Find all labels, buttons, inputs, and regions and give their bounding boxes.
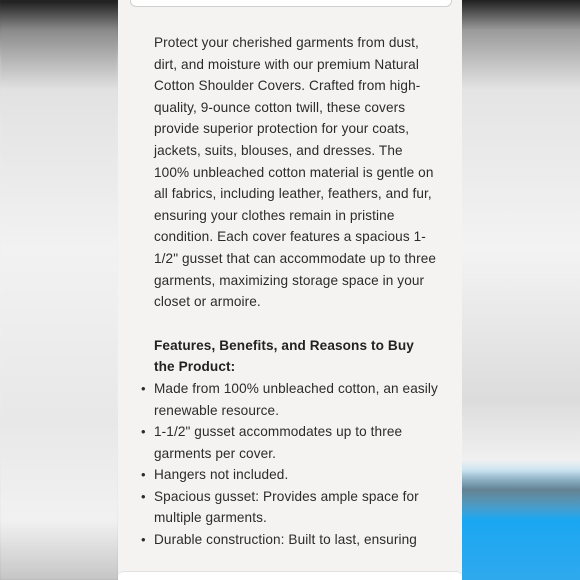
- feature-text: Durable construction: Built to last, ensuring: [154, 532, 417, 548]
- description-content: [141, 32, 438, 551]
- product-description-panel[interactable]: [118, 0, 462, 580]
- feature-text: Made from 100% unbleached cotton, an easily renewable resource.: [154, 380, 438, 418]
- feature-list: [141, 378, 438, 551]
- background-shadow-right: [462, 470, 580, 520]
- feature-item: [141, 378, 438, 421]
- bullet-icon: •: [141, 467, 146, 483]
- feature-text: Hangers not included.: [154, 467, 289, 483]
- bullet-icon: •: [141, 380, 146, 396]
- bullet-icon: •: [141, 488, 146, 504]
- bullet-icon: •: [141, 532, 146, 548]
- bottom-sheet-edge: [118, 571, 462, 580]
- features-heading: Features, Benefits, and Reasons to Buy the Product:: [154, 337, 414, 375]
- feature-item: [141, 529, 438, 551]
- background-shadow-left: [0, 520, 118, 580]
- blurred-background-left: [0, 0, 118, 580]
- feature-item: [141, 486, 438, 529]
- feature-text: 1-1/2" gusset accommodates up to three garments per cover.: [154, 424, 403, 461]
- feature-item: [141, 421, 438, 464]
- description-paragraph: Protect your cherished garments from dust, dirt, and moisture with our premium Natural Cotton Shoulder Covers. Crafted from high-quality, 9-ounce cotton twill, these covers provide superior protection for your coats, jackets, suits, blouses, and dresses. The 100% unbleached cotton material is gentle on all fabrics, including leather, feathers, and fur, ensuring your clothes remain in pristine condition. Each cover features a spacious 1-1/2" gusset that can accommodate up to three garments, maximizing storage space in your closet or armoire.: [154, 35, 437, 310]
- bullet-icon: •: [141, 424, 146, 440]
- feature-text: Spacious gusset: Provides ample space for multiple garments.: [154, 488, 419, 526]
- top-input-field-edge[interactable]: [130, 0, 452, 7]
- feature-item: [141, 464, 438, 486]
